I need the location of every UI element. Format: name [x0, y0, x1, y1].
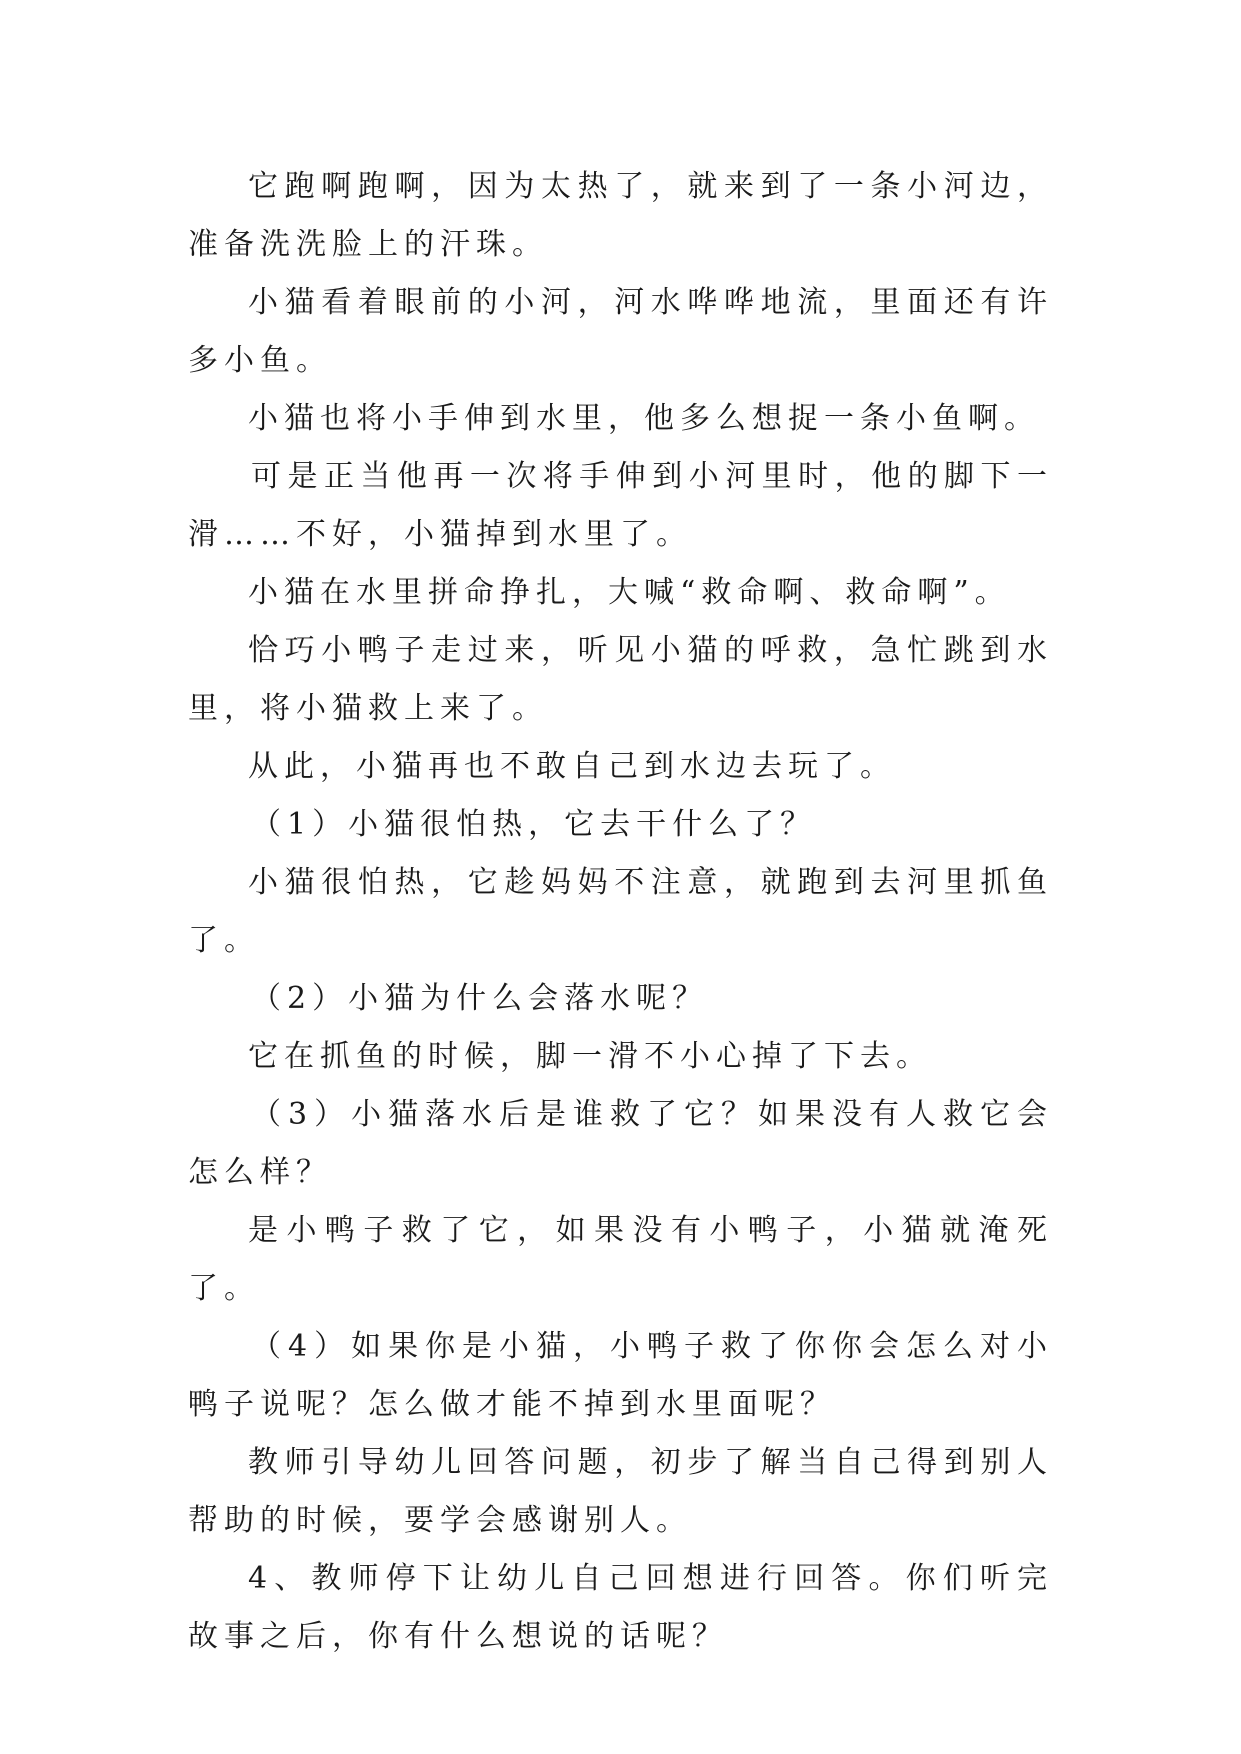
question: （4）如果你是小猫，小鸭子救了你你会怎么对小鸭子说呢？怎么做才能不掉到水里面呢？ [188, 1329, 1053, 1422]
question: （3）小猫落水后是谁救了它？如果没有人救它会怎么样？ [188, 1097, 1053, 1190]
answer: 小猫很怕热，它趁妈妈不注意，就跑到去河里抓鱼了。 [188, 865, 1053, 958]
paragraph: 恰巧小鸭子走过来，听见小猫的呼救，急忙跳到水里，将小猫救上来了。 [188, 633, 1053, 726]
paragraph: 小猫在水里拼命挣扎，大喊“救命啊、救命啊”。 [248, 575, 1011, 610]
answer: 是小鸭子救了它，如果没有小鸭子，小猫就淹死了。 [188, 1213, 1053, 1306]
answer: 它在抓鱼的时候，脚一滑不小心掉了下去。 [248, 1039, 932, 1074]
paragraph: 它跑啊跑啊，因为太热了，就来到了一条小河边，准备洗洗脸上的汗珠。 [188, 169, 1053, 262]
paragraph: 小猫看着眼前的小河，河水哗哗地流，里面还有许多小鱼。 [188, 285, 1053, 378]
question: （2）小猫为什么会落水呢？ [251, 981, 709, 1016]
question: （1）小猫很怕热，它去干什么了？ [251, 807, 817, 842]
paragraph: 可是正当他再一次将手伸到小河里时，他的脚下一滑……不好，小猫掉到水里了。 [188, 459, 1053, 552]
document-body [188, 158, 1053, 1666]
paragraph: 教师引导幼儿回答问题，初步了解当自己得到别人帮助的时候，要学会感谢别人。 [188, 1445, 1053, 1538]
paragraph: 4、教师停下让幼儿自己回想进行回答。你们听完故事之后，你有什么想说的话呢？ [188, 1561, 1053, 1654]
paragraph: 小猫也将小手伸到水里，他多么想捉一条小鱼啊。 [248, 401, 1040, 436]
paragraph: 从此，小猫再也不敢自己到水边去玩了。 [248, 749, 896, 784]
